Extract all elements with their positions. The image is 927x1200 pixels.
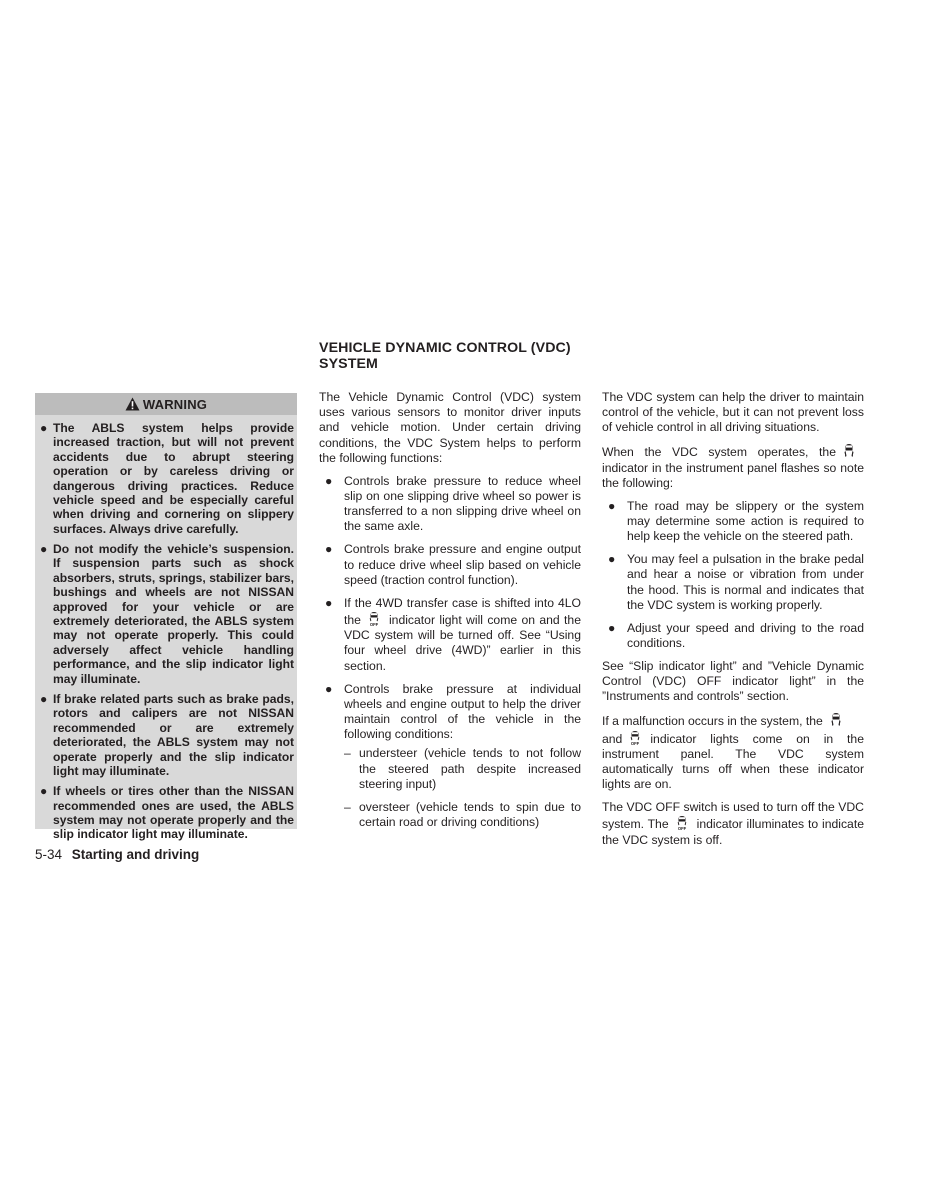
svg-text:OFF: OFF	[369, 622, 379, 628]
vdc-notes-list	[602, 499, 864, 651]
paragraph: When the VDC system operates, the indicator in the instrument panel flashes so note the following:	[602, 445, 864, 490]
list-item: ● Adjust your speed and driving to the road conditions.	[608, 620, 864, 651]
warning-triangle-icon	[125, 397, 140, 411]
warning-item: ● If wheels or tires other than the NISSAN recommended ones are used, the ABLS system may not operate properly and the slip indicator light may illuminate.	[40, 784, 294, 842]
paragraph: See “Slip indicator light” and ”Vehicle Dynamic Control (VDC) OFF indicator light” in the ”Instruments and controls” section.	[602, 659, 864, 704]
column-middle	[319, 390, 581, 838]
vdc-off-indicator-icon	[628, 730, 642, 746]
list-item: – understeer (vehicle tends to not follow the steered path despite increased steering input)	[344, 746, 581, 791]
svg-text:OFF: OFF	[631, 740, 640, 746]
list-item: ● You may feel a pulsation in the brake pedal and hear a noise or vibration from under the hood. This is normal and indicates that the VDC system is working properly.	[608, 552, 864, 612]
bullet-icon: ●	[325, 681, 333, 696]
bullet-icon: ●	[608, 552, 616, 567]
list-item: ● Controls brake pressure and engine output to reduce drive wheel slip based on vehicle speed (traction control function).	[325, 542, 581, 587]
warning-item: ● If brake related parts such as brake pads, rotors and calipers are not NISSAN recommended or are extremely deteriorated, the ABLS system may not operate properly and the slip indicator light may illuminate.	[40, 691, 294, 778]
paragraph: The VDC OFF switch is used to turn off the VDC system. The OFF indicator illuminates to indicate the VDC system is off.	[602, 800, 864, 847]
page-number: 5-34	[35, 847, 63, 862]
bullet-icon: ●	[608, 620, 616, 635]
list-item: ● Controls brake pressure to reduce wheel slip on one slipping drive wheel so power is transferred to a non slipping drive wheel on the same axle.	[325, 473, 581, 534]
section-heading-line1: VEHICLE DYNAMIC CONTROL (VDC)	[319, 340, 571, 356]
bullet-icon: ●	[40, 421, 48, 435]
bullet-icon: ●	[325, 473, 333, 488]
bullet-icon: ●	[608, 498, 616, 513]
bullet-icon: ●	[40, 784, 48, 799]
section-heading-line2: SYSTEM	[319, 355, 378, 372]
dash-icon: –	[344, 799, 351, 814]
svg-text:OFF: OFF	[677, 826, 686, 832]
warning-box	[35, 393, 297, 842]
vdc-functions-list	[319, 474, 581, 830]
paragraph: If a malfunction occurs in the system, the and OFF indicator lights come on in the instrument panel. The VDC system automatically turns off when these indicator lights are on.	[602, 714, 864, 792]
column-right	[602, 390, 864, 856]
section-heading	[319, 341, 604, 372]
slip-indicator-icon	[842, 443, 856, 459]
page-footer	[35, 847, 199, 862]
section-name: Starting and driving	[71, 847, 200, 862]
list-item: ● The road may be slippery or the system may determine some action is required to help keep the vehicle on the steered path.	[608, 498, 864, 544]
list-item: ● If the 4WD transfer case is shifted into 4LO the OFF indicator light will come on and the VDC system will be turned off. See “Using four wheel drive (4WD)” earlier in this section.	[325, 595, 581, 673]
bullet-icon: ●	[325, 542, 333, 557]
bullet-icon: ●	[325, 595, 333, 610]
warning-title: WARNING	[142, 396, 208, 412]
warning-item: ● The ABLS system helps provide increased traction, but will not prevent accidents due to abrupt steering operation or by careless driving or dangerous driving practices. Reduce vehicle speed and be especially careful when driving and cornering on slippery surfaces. Always drive carefully.	[40, 421, 294, 536]
bullet-icon: ●	[40, 691, 48, 706]
warning-item: ● Do not modify the vehicle’s suspension. If suspension parts such as shock absorbers, struts, springs, stabilizer bars, bushings and wheels are not NISSAN approved for your vehicle or are extremely deteriorated, the ABLS system may not operate properly. This could adversely affect vehicle handling performance, and the slip indicator light may illuminate.	[40, 542, 294, 686]
bullet-icon: ●	[40, 542, 48, 557]
vdc-off-indicator-icon	[367, 611, 381, 627]
dash-icon: –	[344, 746, 351, 761]
conditions-list	[344, 746, 581, 830]
vdc-intro-paragraph: The Vehicle Dynamic Control (VDC) system uses various sensors to monitor driver inputs and vehicle motion. Under certain driving conditions, the VDC System helps to perform the following functions:	[319, 390, 581, 465]
list-item: – oversteer (vehicle tends to spin due to certain road or driving conditions)	[344, 799, 581, 830]
vdc-off-indicator-icon	[675, 815, 689, 831]
slip-indicator-icon	[829, 712, 843, 728]
warning-header	[35, 393, 297, 415]
warning-list	[35, 415, 297, 842]
paragraph: The VDC system can help the driver to maintain control of the vehicle, but it can not prevent loss of vehicle control in all driving situations.	[602, 390, 864, 435]
list-item: ● Controls brake pressure at individual wheels and engine output to help the driver maintain control of the vehicle in the following conditions: – understeer (vehicle tends to not follow the steered path despite increased steering input) – oversteer (vehicle tends to spin due to certain road or driving conditions)	[325, 681, 581, 830]
